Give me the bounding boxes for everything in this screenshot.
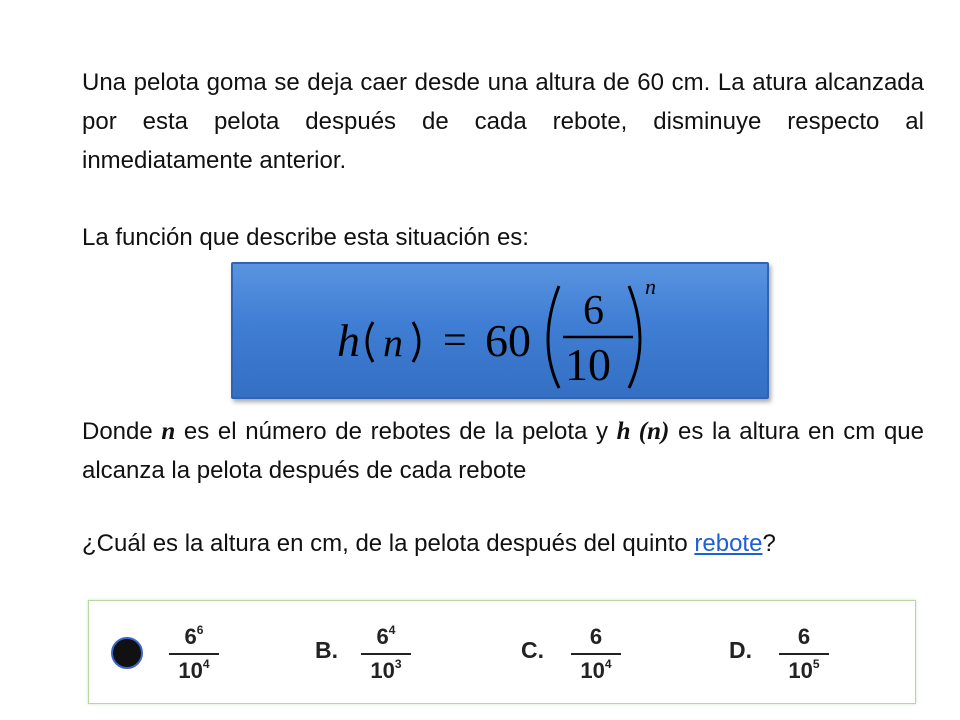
paren-right-icon (413, 322, 419, 362)
rebote-link[interactable]: rebote (694, 530, 763, 557)
paren-left-icon (367, 322, 373, 362)
formula-coefficient: 60 (485, 315, 531, 366)
option-a-denominator: $10^4$ (178, 657, 210, 683)
option-d[interactable] (729, 619, 849, 689)
definition-part-2: es el número de rebotes de la pelota y (175, 418, 617, 445)
option-b-label: B. (315, 637, 338, 663)
big-paren-left-icon (548, 286, 559, 388)
function-lead: La función que describe esta situación es: (82, 224, 529, 251)
formula-box (231, 262, 769, 399)
option-c[interactable] (521, 619, 641, 689)
option-b[interactable] (315, 619, 435, 689)
option-c-label: C. (521, 637, 544, 663)
option-b-denominator: $10^3$ (370, 657, 402, 683)
question-text (82, 524, 924, 563)
option-b-numerator: $6^4$ (376, 623, 396, 649)
option-d-numerator: 6 (797, 624, 811, 649)
definition-part-1: Donde (82, 418, 162, 445)
option-c-denominator: $10^4$ (580, 657, 612, 683)
option-a-fraction-bar (169, 653, 219, 655)
question-suffix: ? (762, 530, 776, 557)
selected-option-radio[interactable] (111, 637, 143, 669)
option-a-numerator: $6^6$ (184, 623, 204, 649)
option-a[interactable] (143, 619, 253, 689)
option-d-label: D. (729, 637, 752, 663)
option-b-fraction-bar (361, 653, 411, 655)
definition-part-3: es la altura en cm que alcanza la pelota después de cada rebote (82, 418, 924, 484)
answer-options-panel (88, 600, 916, 704)
formula-numerator: 6 (583, 288, 604, 334)
option-d-denominator: $10^5$ (788, 657, 820, 683)
problem-intro: Una pelota goma se deja caer desde una altura de 60 cm. La atura alcanzada por esta pelota después de cada rebote, disminuye respecto al inmediatamente anterior. (82, 69, 924, 174)
formula-denominator: 10 (565, 339, 611, 390)
option-d-fraction-bar (779, 653, 829, 655)
variable-n: n (161, 418, 176, 445)
formula-equals: = (443, 318, 467, 364)
option-c-numerator: 6 (589, 624, 603, 649)
formula-n: n (383, 320, 403, 365)
definition-text (82, 412, 924, 490)
variable-h-n: h (n) (616, 418, 670, 445)
question-prefix: ¿Cuál es la altura en cm, de la pelota después del quinto (82, 530, 695, 557)
formula-exponent: n (645, 274, 656, 299)
option-c-fraction-bar (571, 653, 621, 655)
formula-h: h (337, 315, 360, 366)
formula-svg (233, 264, 767, 397)
